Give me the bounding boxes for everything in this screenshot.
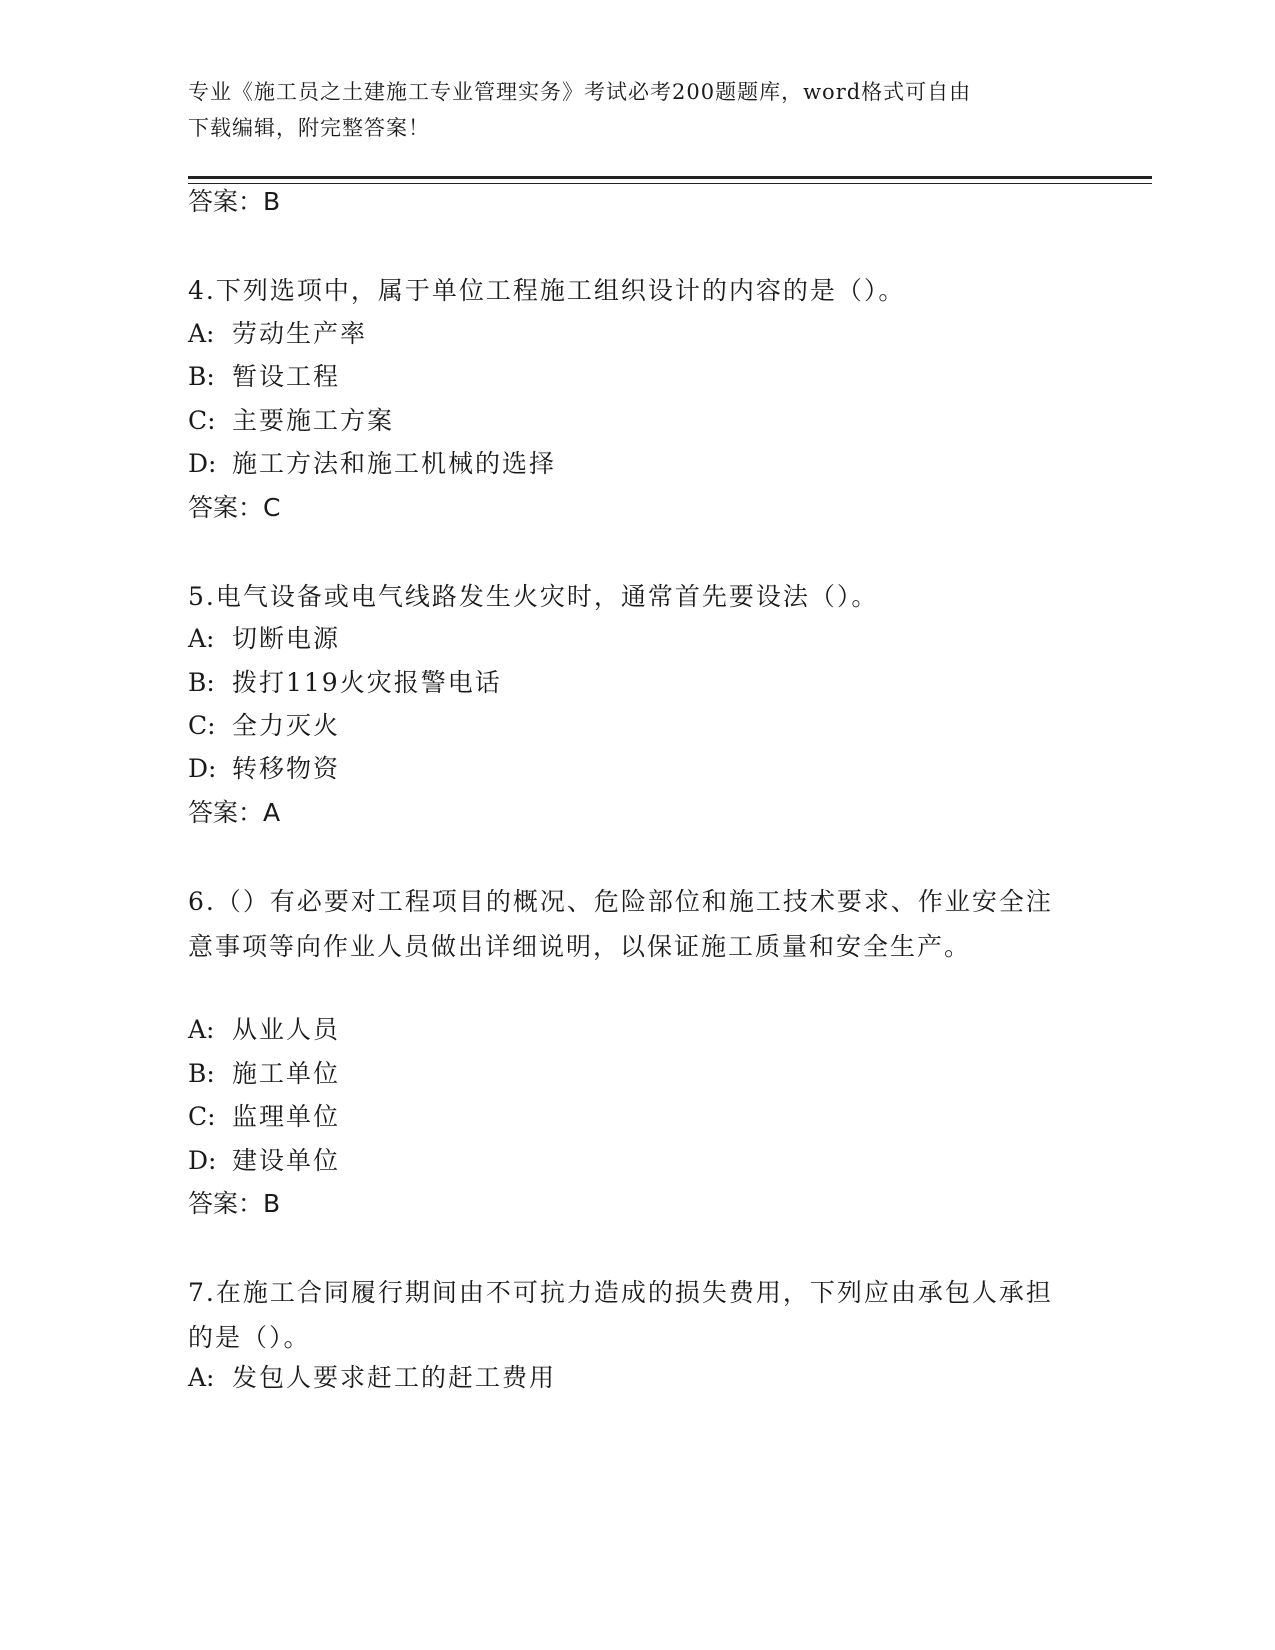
question-5-option-a (188, 623, 340, 655)
option-text: 主要施工方案 (232, 406, 395, 435)
option-letter: C: (188, 1102, 216, 1131)
answer-q3: 答案：B (188, 187, 281, 216)
option-letter: C: (188, 711, 216, 740)
question-5-option-b (188, 667, 502, 699)
option-letter: D: (188, 754, 217, 783)
question-6-option-a (188, 1014, 340, 1046)
option-letter: B: (188, 668, 215, 697)
question-6-option-c (188, 1101, 340, 1133)
option-letter: B: (188, 362, 215, 391)
question-7-text: 7.在施工合同履行期间由不可抗力造成的损失费用，下列应由承包人承担的是（）。 (188, 1278, 1053, 1352)
header-rule-thin (188, 183, 1152, 184)
answer-q4: 答案：C (188, 493, 281, 522)
header-line-2: 下载编辑，附完整答案！ (188, 116, 430, 140)
question-4-option-c (188, 405, 394, 437)
option-letter: D: (188, 1146, 217, 1175)
option-letter: A: (188, 1363, 215, 1392)
question-6-text: 6.（）有必要对工程项目的概况、危险部位和施工技术要求、作业安全注意事项等向作业人员做出详细说明，以保证施工质量和安全生产。 (188, 887, 1053, 961)
header-line-1: 专业《施工员之土建施工专业管理实务》考试必考200题题库，word格式可自由 (188, 80, 972, 104)
question-4-option-a (188, 318, 367, 350)
question-4-text: 4.下列选项中，属于单位工程施工组织设计的内容的是（）。 (188, 276, 906, 305)
option-text: 暂设工程 (232, 362, 341, 391)
option-text: 转移物资 (232, 754, 341, 783)
question-5-text: 5.电气设备或电气线路发生火灾时，通常首先要设法（）。 (188, 582, 879, 611)
option-text: 监理单位 (232, 1102, 341, 1131)
option-text: 切断电源 (232, 624, 341, 653)
question-4-option-d (188, 448, 556, 480)
option-letter: A: (188, 1015, 215, 1044)
option-text: 建设单位 (232, 1146, 341, 1175)
answer-q5: 答案：A (188, 798, 281, 827)
option-text: 发包人要求赶工的赶工费用 (232, 1363, 557, 1392)
question-4-option-b (188, 361, 340, 393)
header-rule-thick (188, 176, 1152, 179)
option-text: 施工单位 (232, 1059, 341, 1088)
document-header (188, 74, 1068, 146)
option-letter: A: (188, 624, 215, 653)
question-6-option-d (188, 1145, 340, 1177)
question-5-option-c (188, 710, 340, 742)
option-text: 拨打119火灾报警电话 (232, 668, 502, 697)
question-6-option-b (188, 1058, 340, 1090)
option-letter: D: (188, 449, 217, 478)
option-letter: C: (188, 406, 216, 435)
option-text: 全力灭火 (232, 711, 341, 740)
question-5-option-d (188, 753, 340, 785)
option-text: 劳动生产率 (232, 319, 368, 348)
option-letter: B: (188, 1059, 215, 1088)
option-text: 从业人员 (232, 1015, 341, 1044)
option-text: 施工方法和施工机械的选择 (232, 449, 557, 478)
option-letter: A: (188, 319, 215, 348)
answer-q6: 答案：B (188, 1189, 281, 1218)
question-7-option-a (188, 1362, 556, 1394)
